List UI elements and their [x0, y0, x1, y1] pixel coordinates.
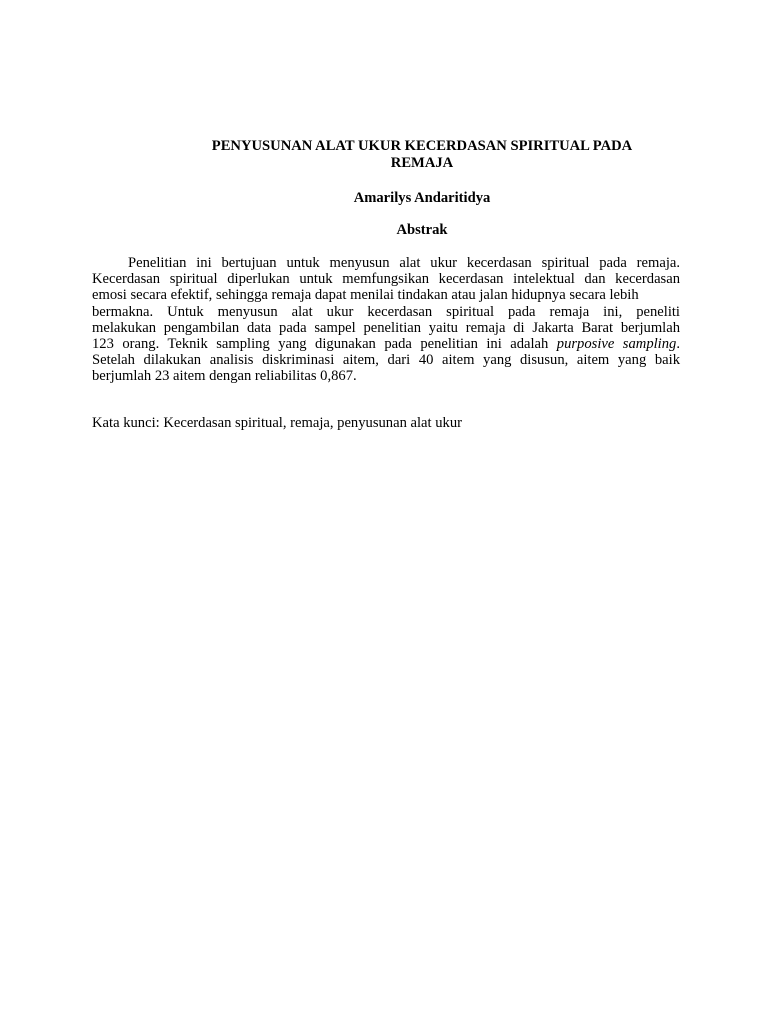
- abstract-line-3: emosi secara efektif, sehingga remaja dapat menilai tindakan atau jalan hidupnya secara lebih: [92, 287, 639, 304]
- abstract-line-6: [92, 336, 680, 352]
- paper-title-line-1: PENYUSUNAN ALAT UKUR KECERDASAN SPIRITUAL PADA: [211, 138, 633, 154]
- abstract-heading: Abstrak: [396, 222, 448, 238]
- abstract-line-7: Setelah dilakukan analisis diskriminasi aitem, dari 40 aitem yang disusun, aitem yang baik: [92, 352, 680, 369]
- abstract-line-8: berjumlah 23 aitem dengan reliabilitas 0,867.: [92, 368, 357, 385]
- author-name: Amarilys Andaritidya: [353, 190, 491, 206]
- abstract-line-5: melakukan pengambilan data pada sampel penelitian yaitu remaja di Jakarta Barat berjumlah: [92, 319, 680, 336]
- abstract-line-6-period: .: [676, 336, 680, 353]
- purposive-sampling-term: purposive sampling: [556, 336, 677, 353]
- keywords: Kata kunci: Kecerdasan spiritual, remaja, penyusunan alat ukur: [92, 415, 462, 431]
- paper-title: [90, 138, 754, 172]
- abstract-line-2: Kecerdasan spiritual diperlukan untuk memfungsikan kecerdasan intelektual dan kecerdasan: [92, 271, 680, 288]
- abstract-line-6-text: 123 orang. Teknik sampling yang digunakan pada penelitian ini adalah: [92, 336, 557, 353]
- paper-title-line-2: REMAJA: [390, 155, 454, 171]
- abstract-body: [92, 255, 680, 385]
- abstract-line-4: bermakna. Untuk menyusun alat ukur kecerdasan spiritual pada remaja ini, peneliti: [92, 303, 680, 320]
- abstract-line-1: Penelitian ini bertujuan untuk menyusun alat ukur kecerdasan spiritual pada remaja.: [128, 255, 680, 271]
